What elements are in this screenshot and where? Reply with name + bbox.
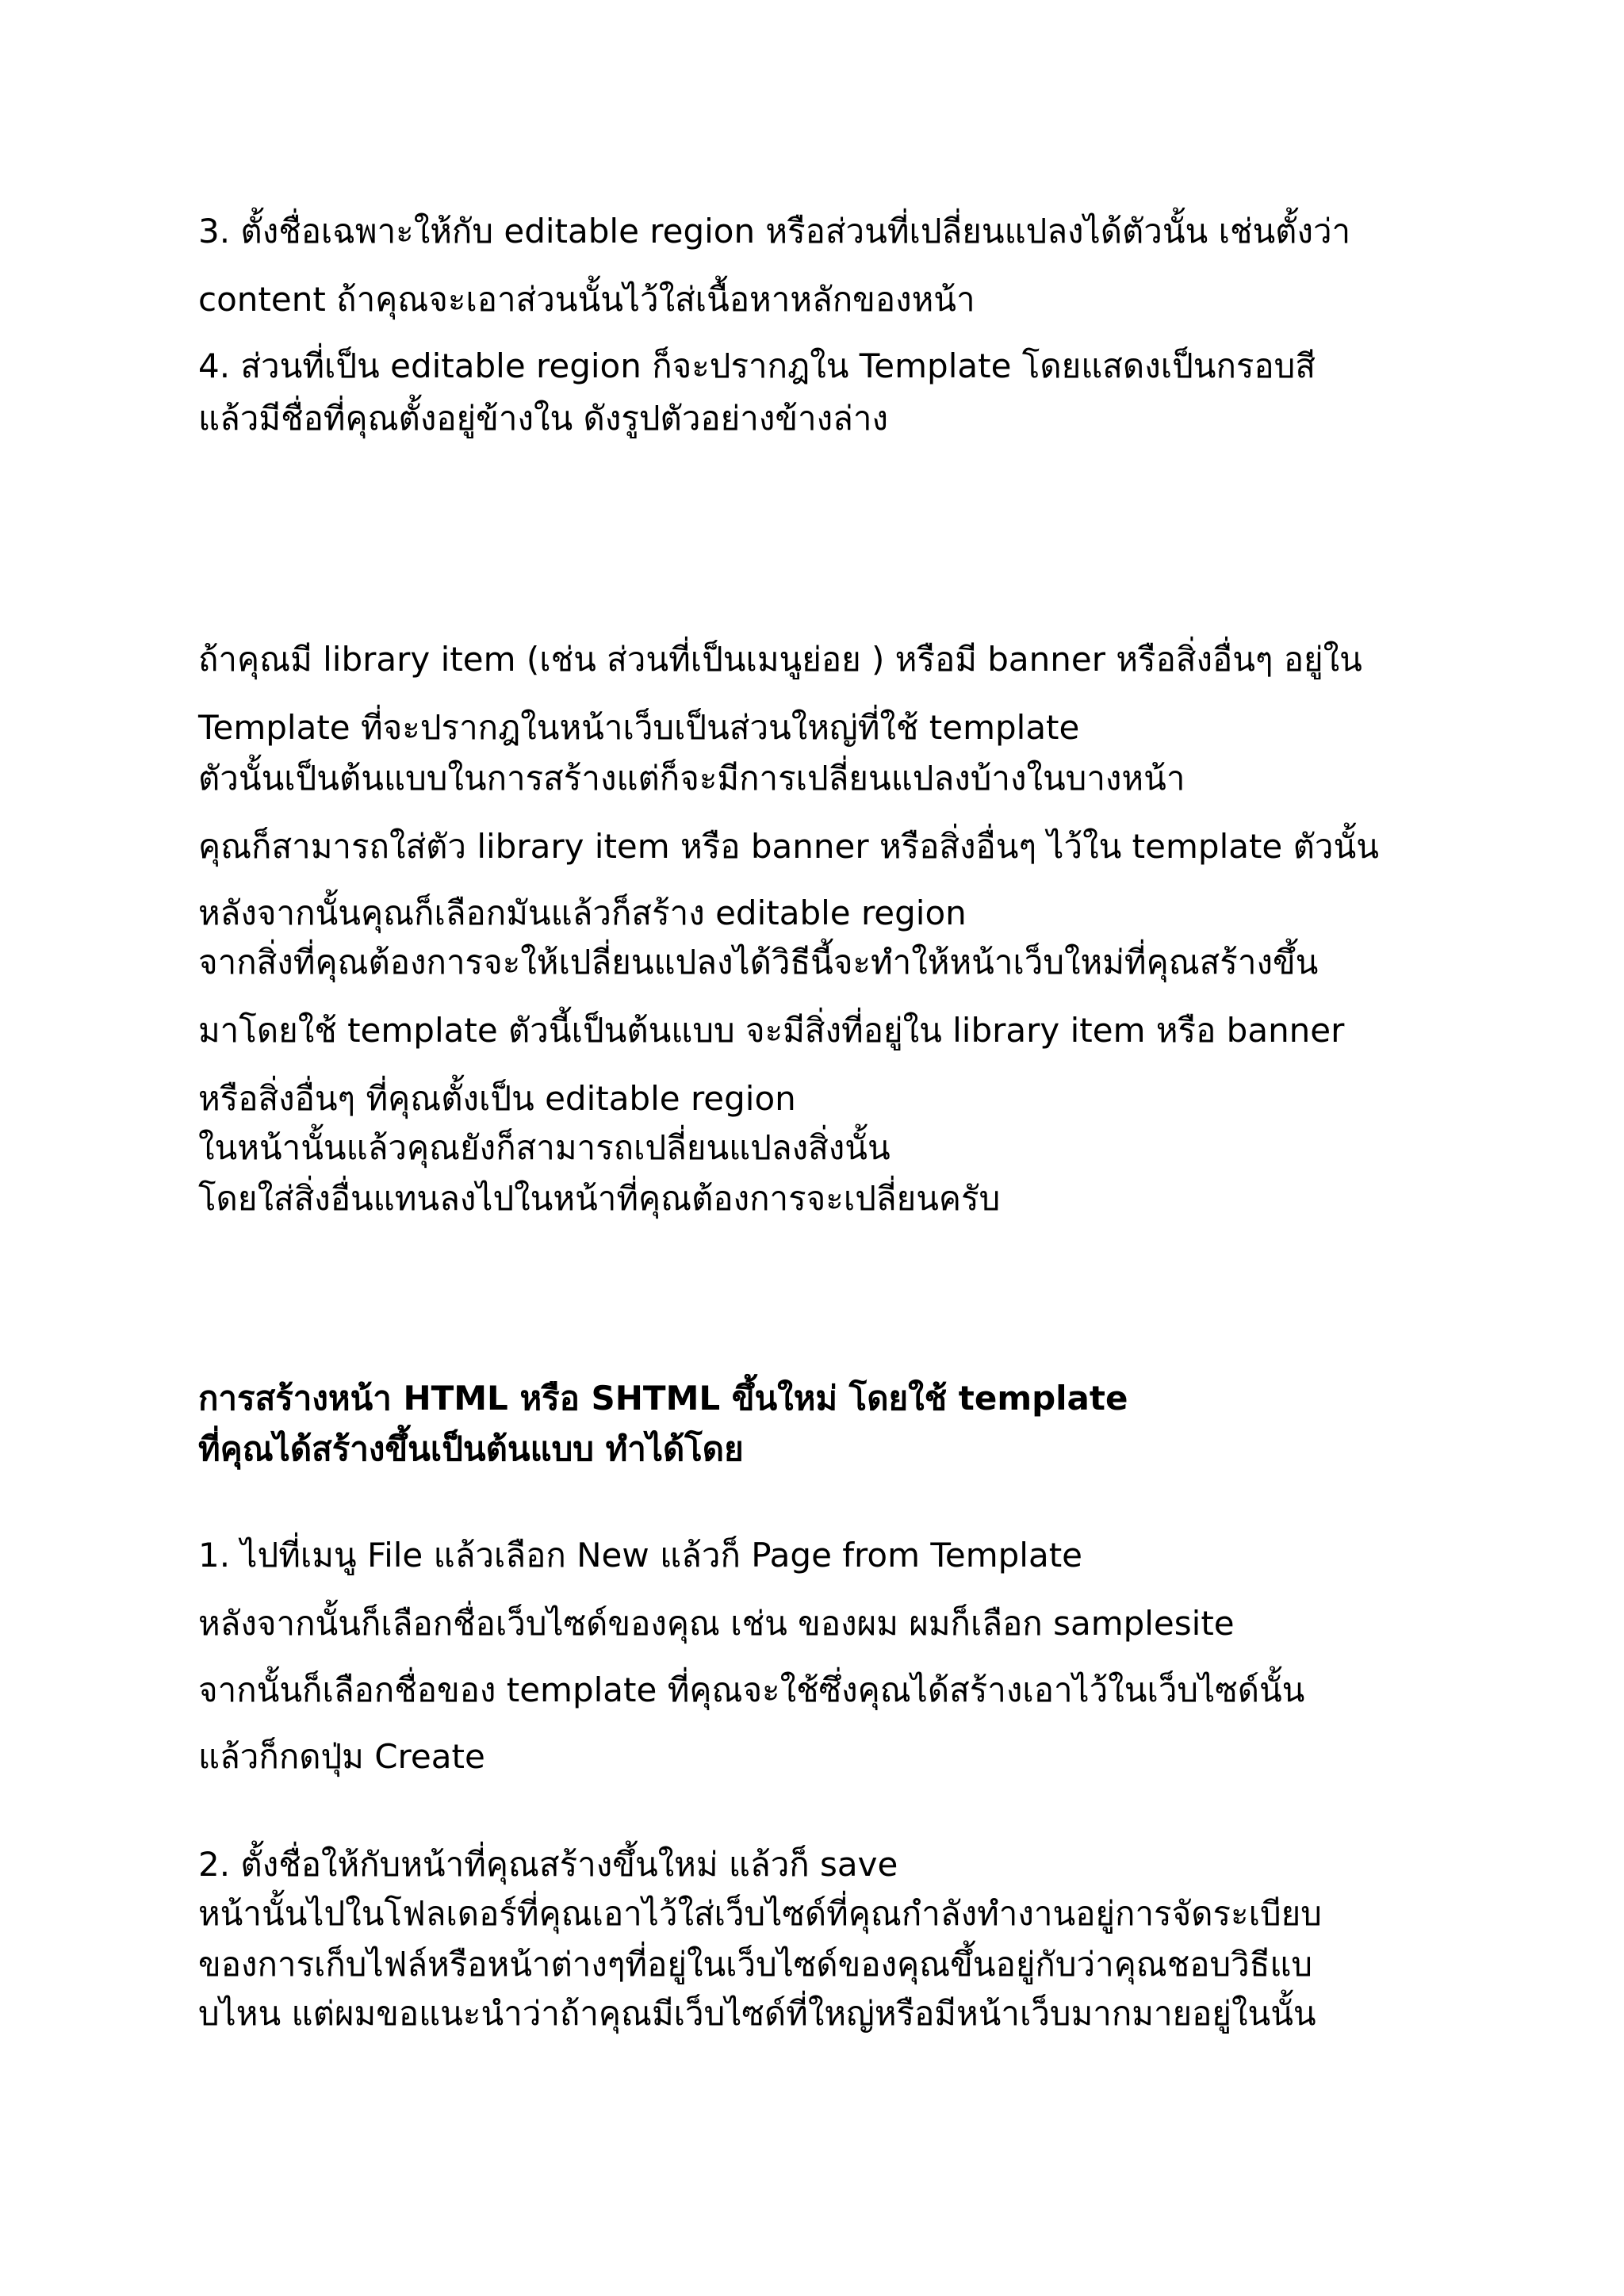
library-paragraph-line: คุณก็สามารถใส่ตัว library item หรือ banner หรือสิ่งอื่นๆ ไว้ใน template ตัวนั้น xyxy=(198,827,1379,866)
step2-line: 2. ตั้งชื่อให้กับหน้าที่คุณสร้างขึ้นใหม่ แล้วก็ save xyxy=(198,1845,898,1884)
library-paragraph-line: หลังจากนั้นคุณก็เลือกมันแล้วก็สร้าง editable region xyxy=(198,894,967,932)
step1-line: แล้วก็กดปุ่ม Create xyxy=(198,1737,485,1776)
library-paragraph-line: จากสิ่งที่คุณต้องการจะให้เปลี่ยนแปลงได้วิธีนี้จะทำให้หน้าเว็บใหม่ที่คุณสร้างขึ้น xyxy=(198,943,1319,982)
step3-line-1: 3. ตั้งชื่อเฉพาะให้กับ editable region หรือส่วนที่เปลี่ยนแปลงได้ตัวนั้น เช่นตั้งว่า xyxy=(198,212,1351,251)
library-paragraph-line: ถ้าคุณมี library item (เช่น ส่วนที่เป็นเมนูย่อย ) หรือมี banner หรือสิ่งอื่นๆ อยู่ใน xyxy=(198,640,1362,679)
library-paragraph-line: ในหน้านั้นแล้วคุณยังก็สามารถเปลี่ยนแปลงสิ่งนั้น xyxy=(198,1128,891,1167)
library-paragraph-line: หรือสิ่งอื่นๆ ที่คุณตั้งเป็น editable region xyxy=(198,1079,796,1118)
step3-line-2: content ถ้าคุณจะเอาส่วนนั้นไว้ใส่เนื้อหาหลักของหน้า xyxy=(198,280,975,319)
step2-line: บไหน แต่ผมขอแนะนำว่าถ้าคุณมีเว็บไซด์ที่ใหญ่หรือมีหน้าเว็บมากมายอยู่ในนั้น xyxy=(198,1994,1316,2033)
section-heading-line-1: การสร้างหน้า HTML หรือ SHTML ขึ้นใหม่ โดยใช้ template xyxy=(198,1379,1128,1418)
library-paragraph-line: มาโดยใช้ template ตัวนี้เป็นต้นแบบ จะมีสิ่งที่อยู่ใน library item หรือ banner xyxy=(198,1011,1345,1050)
step4-line-1: 4. ส่วนที่เป็น editable region ก็จะปรากฎใน Template โดยแสดงเป็นกรอบสี xyxy=(198,346,1316,385)
step1-line: หลังจากนั้นก็เลือกชื่อเว็บไซด์ของคุณ เช่น ของผม ผมก็เลือก samplesite xyxy=(198,1604,1235,1643)
section-heading-line-2: ที่คุณได้สร้างขึ้นเป็นต้นแบบ ทำได้โดย xyxy=(198,1429,744,1468)
step2-line: หน้านั้นไปในโฟลเดอร์ที่คุณเอาไว้ใส่เว็บไซด์ที่คุณกำลังทำงานอยู่การจัดระเบียบ xyxy=(198,1894,1322,1933)
library-paragraph-line: ตัวนั้นเป็นต้นแบบในการสร้างแต่ก็จะมีการเปลี่ยนแปลงบ้างในบางหน้า xyxy=(198,759,1185,798)
step2-line: ของการเก็บไฟล์หรือหน้าต่างๆที่อยู่ในเว็บไซด์ของคุณขึ้นอยู่กับว่าคุณชอบวิธีแบ xyxy=(198,1945,1313,1984)
step1-line: 1. ไปที่เมนู File แล้วเลือก New แล้วก็ Page from Template xyxy=(198,1536,1083,1575)
library-paragraph-line: โดยใส่สิ่งอื่นแทนลงไปในหน้าที่คุณต้องการจะเปลี่ยนครับ xyxy=(198,1179,1001,1218)
library-paragraph-line: Template ที่จะปรากฎในหน้าเว็บเป็นส่วนใหญ่ที่ใช้ template xyxy=(198,708,1080,747)
step4-line-2: แล้วมีชื่อที่คุณตั้งอยู่ข้างใน ดังรูปตัวอย่างข้างล่าง xyxy=(198,399,888,438)
step1-line: จากนั้นก็เลือกชื่อของ template ที่คุณจะใช้ซึ่งคุณได้สร้างเอาไว้ในเว็บไซด์นั้น xyxy=(198,1670,1305,1709)
